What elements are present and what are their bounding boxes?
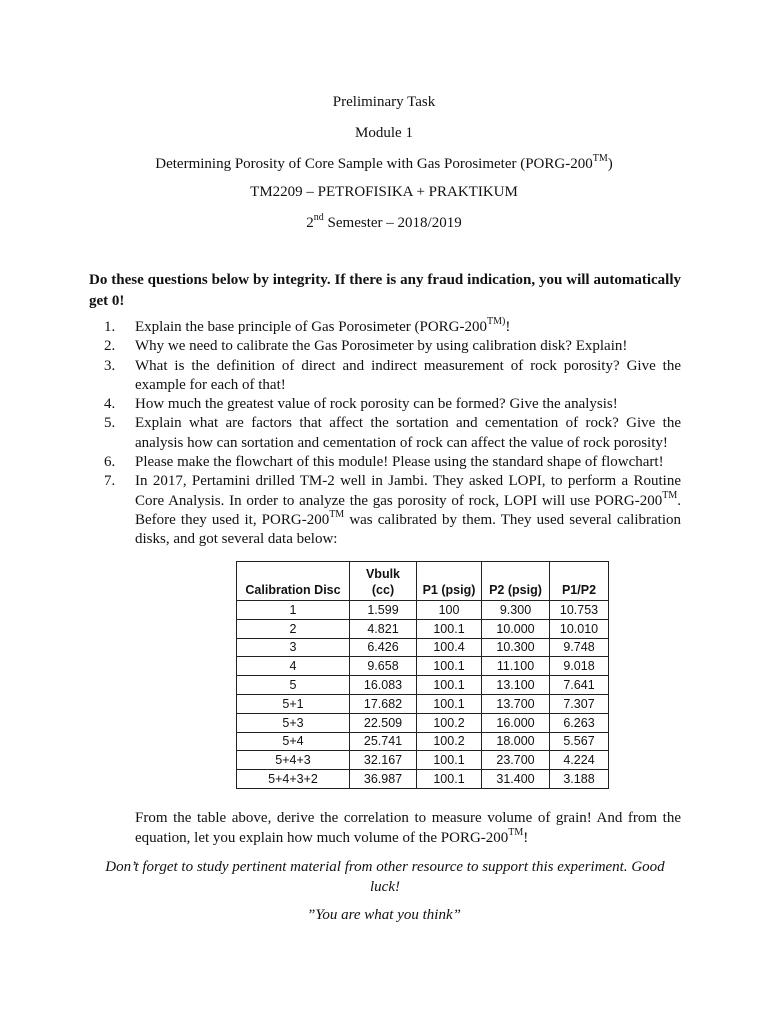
table-cell: 1.599	[350, 601, 417, 620]
table-cell: 5+4	[237, 732, 350, 751]
question-list	[104, 318, 681, 550]
table-row	[237, 657, 609, 676]
table-cell: 9.748	[550, 638, 609, 657]
question-text-main: Explain the base principle of Gas Porosimeter (PORG-200	[135, 319, 488, 335]
list-item	[104, 414, 681, 453]
trademark-sup: TM	[662, 489, 678, 501]
subject-close: )	[607, 156, 613, 172]
list-item	[104, 453, 681, 472]
question-text-end: !	[505, 319, 511, 335]
module-label: Module 1	[355, 125, 413, 141]
integrity-instructions: Do these questions below by integrity. If there is any fraud indication, you will automatically get 0!	[89, 272, 681, 309]
col-header-p1: P1 (psig)	[417, 562, 482, 601]
table-cell: 16.083	[350, 676, 417, 695]
table-cell: 18.000	[482, 732, 550, 751]
table-cell: 5	[237, 676, 350, 695]
question-text	[135, 318, 681, 337]
table-cell: 100.1	[417, 694, 482, 713]
vbulk-line2: (cc)	[371, 583, 395, 597]
table-cell: 9.018	[550, 657, 609, 676]
col-header-ratio: P1/P2	[550, 562, 609, 601]
table-row	[237, 676, 609, 695]
list-item	[104, 337, 681, 356]
table-cell: 100.1	[417, 676, 482, 695]
table-cell: 100.2	[417, 713, 482, 732]
closing-quote: ”You are what you think”	[307, 907, 461, 923]
table-row	[237, 713, 609, 732]
question-number: 3.	[104, 357, 116, 374]
question-text: Why we need to calibrate the Gas Porosimeter by using calibration disk? Explain!	[135, 338, 628, 355]
table-cell: 13.100	[482, 676, 550, 695]
table-cell: 100.1	[417, 751, 482, 770]
question-number: 6.	[104, 454, 116, 471]
question-text: Explain what are factors that affect the sortation and cementation of rock? Give the analysis how can sortation and cementation of rock can affect the value of rock porosity!	[135, 415, 681, 451]
trademark-sup: TM)	[487, 316, 506, 327]
question-text-part: In 2017, Pertamini drilled TM-2 well in Jambi. They asked LOPI, to perform a Routine Core Analysis. In order to analyze the gas porosity of rock, LOPI will use PORG-200	[135, 473, 681, 509]
table-cell: 5+4+3	[237, 751, 350, 770]
table-cell: 5+3	[237, 713, 350, 732]
table-cell: 32.167	[350, 751, 417, 770]
table-cell: 100.1	[417, 619, 482, 638]
table-cell: 5+4+3+2	[237, 770, 350, 789]
table-cell: 1	[237, 601, 350, 620]
question-number: 7.	[104, 473, 116, 490]
table-cell: 100	[417, 601, 482, 620]
table-cell: 11.100	[482, 657, 550, 676]
table-cell: 17.682	[350, 694, 417, 713]
question-number: 1.	[104, 319, 116, 335]
list-item	[104, 318, 681, 337]
trademark-sup: TM	[508, 827, 524, 838]
question-text: What is the definition of direct and indirect measurement of rock porosity? Give the example for each of that!	[135, 357, 681, 393]
table-row	[237, 694, 609, 713]
semester-number: 2	[306, 215, 314, 231]
table-cell: 100.2	[417, 732, 482, 751]
table-cell: 7.307	[550, 694, 609, 713]
table-row	[237, 619, 609, 638]
followup-end: !	[523, 830, 529, 846]
table-cell: 6.426	[350, 638, 417, 657]
table-row	[237, 732, 609, 751]
semester-suffix: nd	[313, 212, 324, 223]
calibration-table	[236, 561, 609, 789]
question-number: 2.	[104, 338, 116, 355]
table-cell: 4	[237, 657, 350, 676]
table-cell: 4.821	[350, 619, 417, 638]
table-cell: 3	[237, 638, 350, 657]
trademark-sup: TM	[592, 153, 608, 164]
vbulk-line1: Vbulk	[365, 567, 401, 581]
followup-text: From the table above, derive the correlation to measure volume of grain! And from the equation, let you explain how much volume of the PORG-200	[135, 810, 681, 846]
question-text: How much the greatest value of rock porosity can be formed? Give the analysis!	[135, 396, 618, 413]
question-number: 4.	[104, 396, 116, 413]
table-cell: 9.658	[350, 657, 417, 676]
table-cell: 31.400	[482, 770, 550, 789]
subject-title	[0, 155, 768, 173]
question-text-part: . Before they used it, PORG-200	[135, 492, 681, 528]
table-cell: 100.1	[417, 770, 482, 789]
table-cell: 6.263	[550, 713, 609, 732]
table-cell: 3.188	[550, 770, 609, 789]
table-cell: 23.700	[482, 751, 550, 770]
table-cell: 25.741	[350, 732, 417, 751]
table-cell: 9.300	[482, 601, 550, 620]
table-cell: 4.224	[550, 751, 609, 770]
table-cell: 5+1	[237, 694, 350, 713]
col-header-p2: P2 (psig)	[482, 562, 550, 601]
list-item	[104, 357, 681, 396]
table-cell: 10.300	[482, 638, 550, 657]
table-cell: 2	[237, 619, 350, 638]
trademark-sup: TM	[329, 508, 345, 520]
list-item	[104, 395, 681, 414]
col-header-calibration-disc: Calibration Disc	[237, 562, 350, 601]
page-title: Preliminary Task	[332, 94, 436, 110]
semester-text: Semester – 2018/2019	[327, 215, 462, 231]
question-text-part: was calibrated by them. They used several calibration disks, and got several data below:	[135, 511, 681, 548]
col-header-vbulk	[350, 562, 417, 601]
question-text	[135, 472, 681, 549]
question-text: Please make the flowchart of this module! Please using the standard shape of flowchart!	[135, 454, 664, 471]
table-cell: 5.567	[550, 732, 609, 751]
table-row	[237, 751, 609, 770]
table-cell: 10.010	[550, 619, 609, 638]
course-code: TM2209 – PETROFISIKA + PRAKTIKUM	[250, 184, 518, 200]
table-body	[237, 601, 609, 789]
table-cell: 100.4	[417, 638, 482, 657]
table-cell: 36.987	[350, 770, 417, 789]
table-cell: 16.000	[482, 713, 550, 732]
table-cell: 7.641	[550, 676, 609, 695]
table-cell: 22.509	[350, 713, 417, 732]
closing-note: Don’t forget to study pertinent material from other resource to support this experiment. Good luck!	[105, 859, 665, 895]
table-row	[237, 601, 609, 620]
subject-text: Determining Porosity of Core Sample with Gas Porosimeter (PORG-200	[155, 156, 593, 172]
table-cell: 10.753	[550, 601, 609, 620]
semester-line	[0, 214, 768, 232]
question-number: 5.	[104, 415, 116, 432]
table-row	[237, 770, 609, 789]
followup-question	[135, 808, 681, 848]
list-item	[104, 472, 681, 549]
table-row	[237, 638, 609, 657]
table-cell: 100.1	[417, 657, 482, 676]
table-header-row	[237, 562, 609, 601]
table-cell: 10.000	[482, 619, 550, 638]
table-cell: 13.700	[482, 694, 550, 713]
